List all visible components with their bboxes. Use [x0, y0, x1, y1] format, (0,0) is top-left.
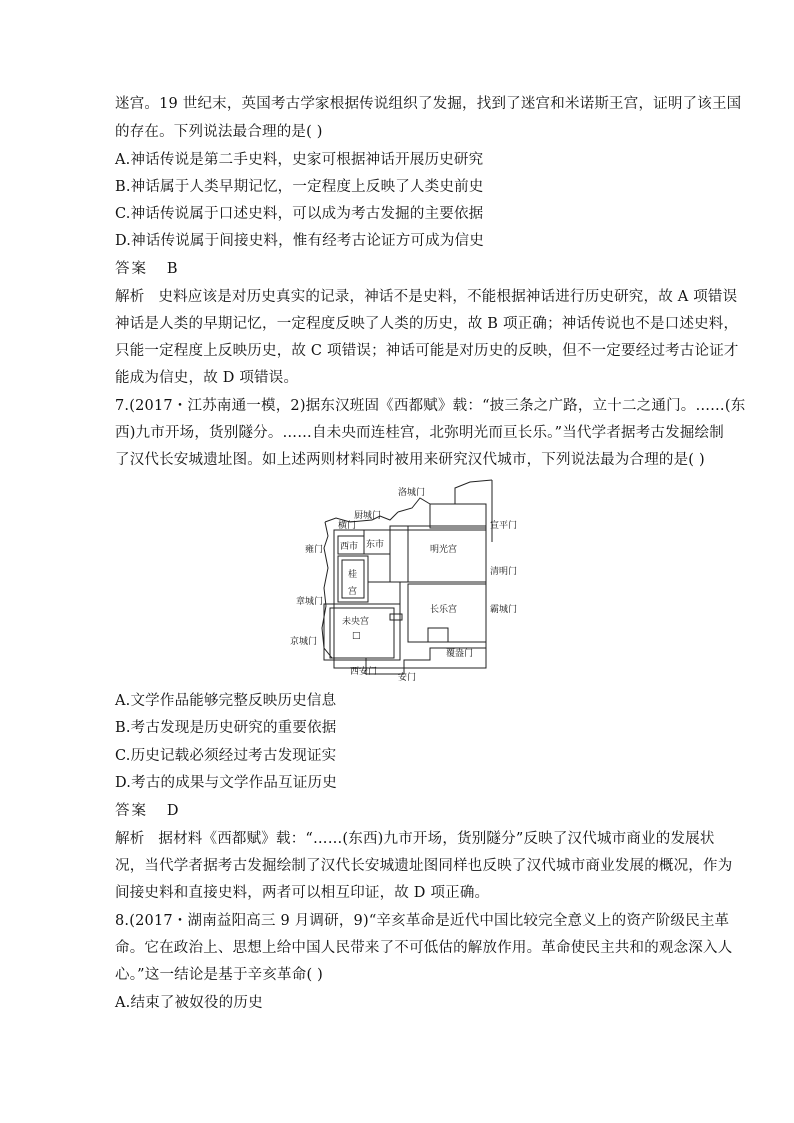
map-label-xian-gate: 西安门: [350, 667, 378, 677]
q7-option-c: C.历史记载必须经过考古发现证实: [115, 748, 337, 764]
q7-answer-label: 答案: [115, 803, 148, 819]
q6-analysis-line-1: [115, 287, 737, 307]
map-label-jingcheng-gate: 京城门: [290, 637, 318, 647]
q7-stem-line-1: 7.(2017・江苏南通一模，2)据东汉班固《西都赋》载：“披三条之广路，立十二之通门。……(东: [115, 398, 746, 414]
map-label-fuang-gate: 覆盎门: [446, 649, 474, 659]
map-label-weiyang-mark: □: [352, 631, 361, 641]
map-label-bacheng-gate: 霸城门: [490, 605, 518, 615]
q7-stem-line-3: 了汉代长安城遗址图。如上述两则材料同时被用来研究汉代城市，下列说法最为合理的是( ): [115, 452, 705, 468]
q7-analysis-line-2: 况，当代学者据考古发掘绘制了汉代长安城遗址图同样也反映了汉代城市商业发展的概况，作为: [115, 858, 733, 874]
changan-site-map: [280, 478, 530, 684]
q8-stem-line-3: 心。”这一结论是基于辛亥革命( ): [115, 967, 323, 983]
q7-analysis-line-1: [115, 829, 715, 849]
q6-stem-line-1: 迷宫。19 世纪末，英国考古学家根据传说组织了发掘，找到了迷宫和米诺斯王宫，证明了该王国: [115, 96, 742, 112]
q6-analysis-label: 解析: [115, 289, 145, 305]
q7-option-d: D.考古的成果与文学作品互证历史: [115, 775, 337, 791]
q6-option-c: C.神话传说属于口述史料，可以成为考古发掘的主要依据: [115, 206, 484, 222]
q8-stem-line-2: 命。它在政治上、思想上给中国人民带来了不可低估的解放作用。革命使民主共和的观念深入人: [115, 940, 733, 956]
map-changle-inner: [428, 628, 448, 642]
q6-stem-line-2: 的存在。下列说法最合理的是( ): [115, 124, 323, 140]
map-label-yong-gate: 雍门: [305, 545, 324, 555]
q7-analysis-label: 解析: [115, 831, 145, 847]
q6-analysis-line-3: 只能一定程度上反映历史，故 C 项错误；神话可能是对历史的反映，但不一定要经过考古论证才: [115, 343, 739, 359]
q6-option-d: D.神话传说属于间接史料，惟有经考古论证方可成为信史: [115, 233, 484, 249]
map-label-gui-1: 桂: [348, 570, 358, 580]
map-label-weiyang-palace: 未央宫: [342, 617, 370, 627]
map-label-luocheng-gate: 洛城门: [398, 488, 426, 498]
q6-analysis-line-4: 能成为信史，故 D 项错误。: [115, 370, 299, 386]
map-label-changle-palace: 长乐宫: [430, 605, 458, 615]
q8-stem-line-1: 8.(2017・湖南益阳高三 9 月调研，9)“辛亥革命是近代中国比较完全意义上的资产阶级民主革: [115, 913, 730, 929]
q6-option-b: B.神话属于人类早期记忆，一定程度上反映了人类史前史: [115, 179, 484, 195]
q6-analysis-line-2: 神话是人类的早期记忆，一定程度反映了人类的历史，故 B 项正确；神话传说也不是口述史料，: [115, 316, 739, 332]
q7-option-b: B.考古发现是历史研究的重要依据: [115, 720, 337, 736]
map-label-east-market: 东市: [366, 540, 385, 550]
map-label-mingguang-palace: 明光宫: [430, 545, 458, 555]
map-label-zhangcheng-gate: 章城门: [296, 597, 324, 607]
q7-answer-value: D: [166, 803, 179, 819]
q7-answer: [115, 801, 179, 821]
q7-analysis-line-3: 间接史料和直接史料，两者可以相互印证，故 D 项正确。: [115, 885, 490, 901]
map-label-chucheng-gate: 厨城门: [354, 511, 382, 521]
q6-analysis-text-1: 史料应该是对历史真实的记录，神话不是史料，不能根据神话进行历史研究，故 A 项错误: [158, 289, 738, 305]
map-label-qingming-gate: 清明门: [490, 567, 518, 577]
q6-option-a: A.神话传说是第二手史料，史家可根据神话开展历史研究: [115, 152, 484, 168]
q6-answer-label: 答案: [115, 261, 148, 277]
map-weiyang-outer: [324, 604, 400, 660]
map-label-heng-gate: 横门: [338, 521, 357, 531]
map-label-an-gate: 安门: [398, 673, 417, 683]
q6-answer-value: B: [166, 261, 178, 277]
q7-analysis-text-1: 据材料《西都赋》载：“……(东西)九市开场，货别隧分”反映了汉代城市商业的发展状: [158, 831, 715, 847]
map-label-gui-2: 宫: [348, 587, 358, 597]
q8-option-a: A.结束了被奴役的历史: [115, 995, 263, 1011]
q6-answer: [115, 259, 178, 279]
map-label-west-market: 西市: [340, 542, 359, 552]
map-weiyang-palace: [330, 608, 394, 658]
map-ne-block: [430, 504, 486, 528]
map-north-wall-east: [430, 480, 492, 504]
map-north-wall-mid: [398, 498, 430, 512]
q7-stem-line-2: 西)九市开场，货别隧分。……自未央而连桂宫，北弥明光而亘长乐。”当代学者据考古发掘绘制: [115, 425, 724, 441]
map-label-xuanping-gate: 宣平门: [490, 521, 518, 531]
q7-option-a: A.文学作品能够完整反映历史信息: [115, 693, 337, 709]
